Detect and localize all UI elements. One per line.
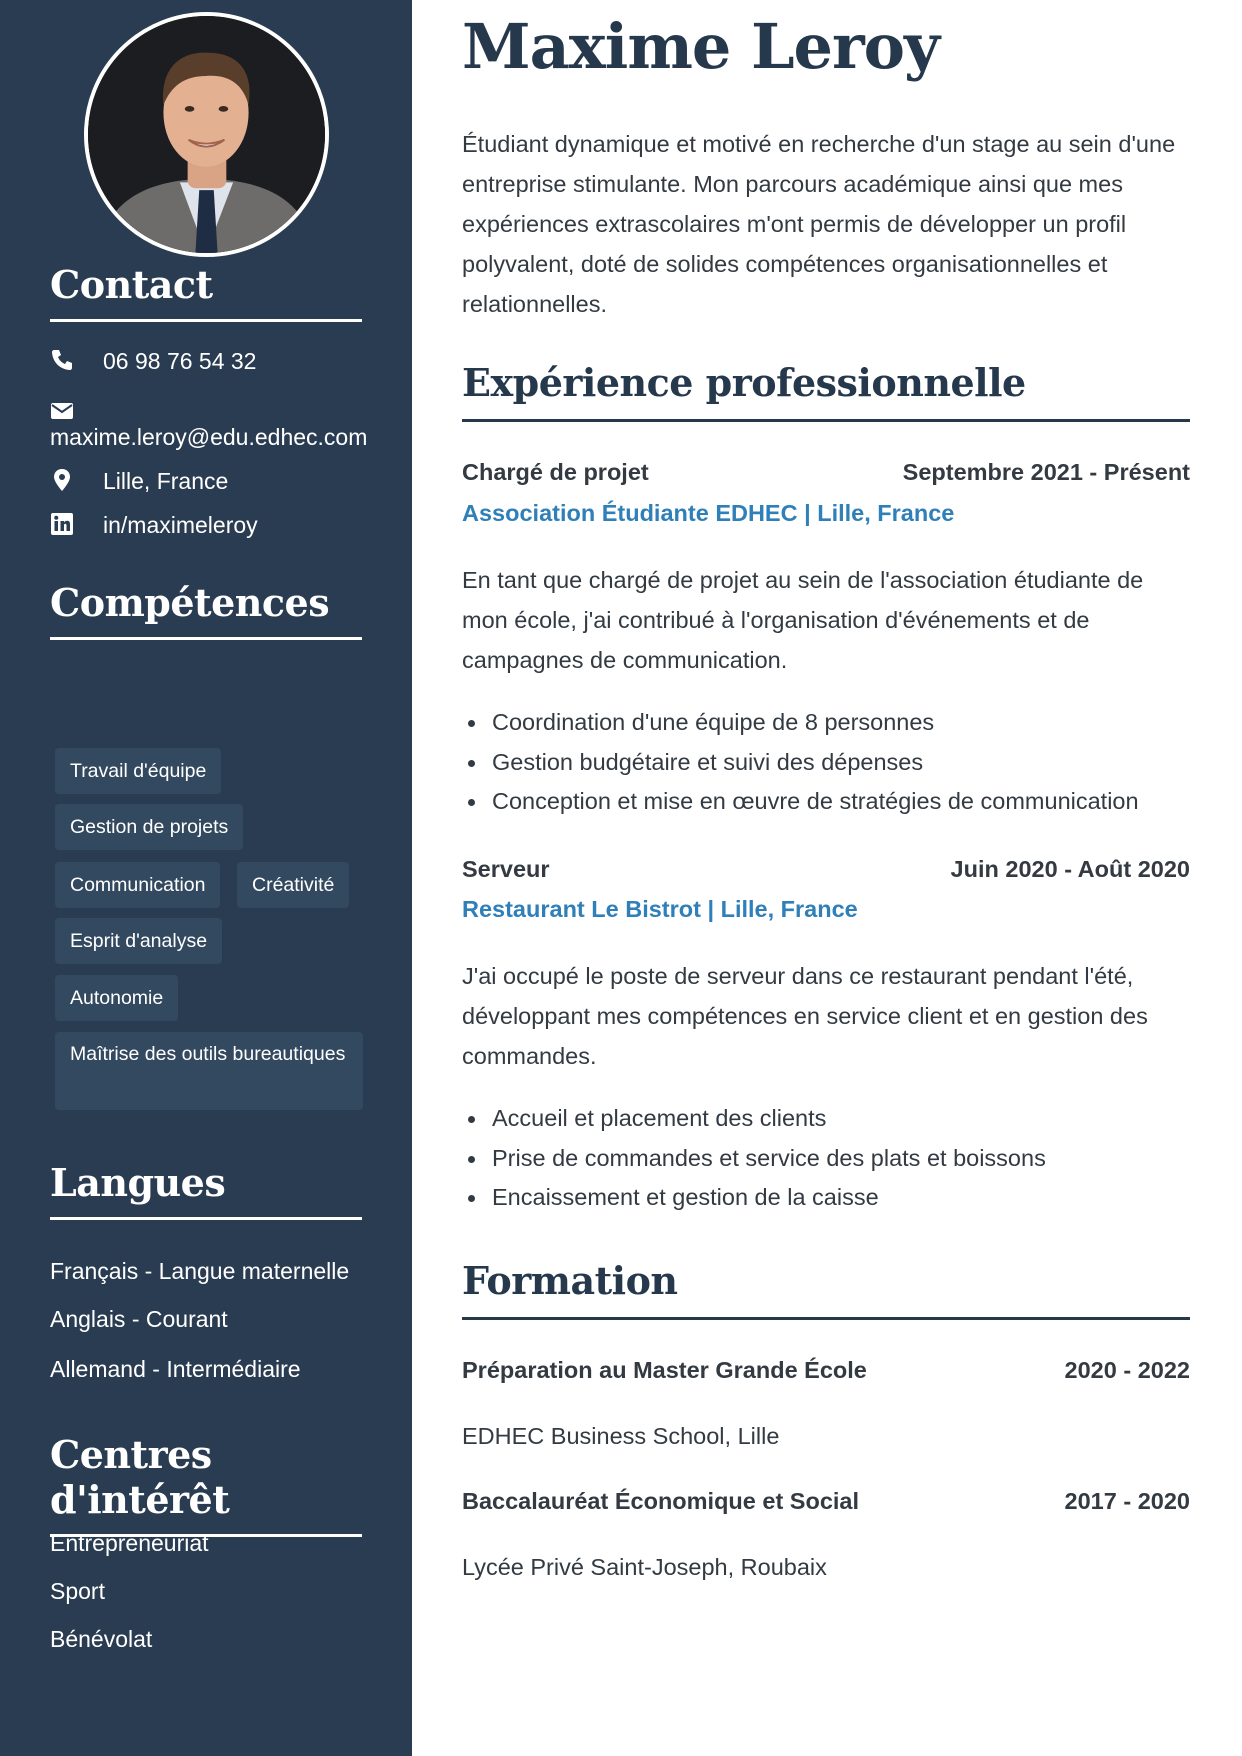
list-item: Encaissement et gestion de la caisse — [462, 1178, 1190, 1218]
skill-tag: Créativité — [237, 862, 349, 908]
job-title: Serveur — [462, 856, 550, 882]
list-item: Prise de commandes et service des plats et boissons — [462, 1139, 1190, 1179]
location-text: Lille, France — [103, 468, 229, 494]
job-title: Chargé de projet — [462, 459, 649, 485]
skill-tag: Maîtrise des outils bureautiques — [55, 1032, 363, 1110]
linkedin-handle: in/maximeleroy — [103, 512, 258, 538]
language-item: Allemand - Intermédiaire — [50, 1356, 301, 1382]
job-description: En tant que chargé de projet au sein de l'association étudiante de mon école, j'ai contribué à l'organisation d'événements et de campagnes de communication. — [462, 567, 1144, 673]
job-header — [462, 856, 1190, 886]
interest-item: Bénévolat — [50, 1626, 153, 1652]
education-heading: Formation — [462, 1258, 1190, 1320]
list-item: Gestion budgétaire et suivi des dépenses — [462, 743, 1190, 783]
main-content — [462, 0, 1190, 1756]
job-bullets — [462, 1099, 1190, 1218]
job-dates: Juin 2020 - Août 2020 — [950, 856, 1190, 882]
phone-number: 06 98 76 54 32 — [103, 348, 257, 374]
job-company: Association Étudiante EDHEC | Lille, France — [462, 500, 955, 526]
job-bullets — [462, 703, 1190, 822]
job-header — [462, 459, 1190, 489]
interest-item: Entrepreneuriat — [50, 1530, 209, 1556]
degree-title: Préparation au Master Grande École — [462, 1357, 867, 1383]
degree-title: Baccalauréat Économique et Social — [462, 1488, 860, 1514]
skill-tag: Esprit d'analyse — [55, 918, 222, 964]
experience-heading: Expérience professionnelle — [462, 360, 1190, 422]
education-header — [462, 1488, 1190, 1518]
skill-tag: Autonomie — [55, 975, 178, 1021]
interests-heading: Centres d'intérêt — [50, 1432, 362, 1537]
profile-photo — [84, 12, 329, 257]
degree-dates: 2020 - 2022 — [1064, 1357, 1190, 1383]
languages-heading: Langues — [50, 1160, 362, 1220]
school-name: Lycée Privé Saint-Joseph, Roubaix — [462, 1554, 827, 1580]
language-item: Anglais - Courant — [50, 1306, 228, 1332]
job-description: J'ai occupé le poste de serveur dans ce restaurant pendant l'été, développant mes compétences en service client et en gestion des commandes. — [462, 963, 1148, 1069]
map-marker-icon — [50, 468, 74, 492]
profile-summary: Étudiant dynamique et motivé en recherche d'un stage au sein d'une entreprise stimulante. Mon parcours académique ainsi que mes expériences extrascolaires m'ont permis de développer un profil polyvalent, doté de solides compétences organisationnelles et relationnelles. — [462, 131, 1176, 317]
skill-tag: Communication — [55, 862, 220, 908]
job-dates: Septembre 2021 - Présent — [902, 459, 1190, 485]
list-item: Accueil et placement des clients — [462, 1099, 1190, 1139]
contact-heading: Contact — [50, 262, 362, 322]
skill-tag: Gestion de projets — [55, 804, 243, 850]
skill-tag: Travail d'équipe — [55, 748, 221, 794]
candidate-name: Maxime Leroy — [462, 10, 940, 83]
list-item: Coordination d'une équipe de 8 personnes — [462, 703, 1190, 743]
linkedin-icon — [50, 512, 74, 536]
job-company: Restaurant Le Bistrot | Lille, France — [462, 896, 858, 922]
list-item: Conception et mise en œuvre de stratégies de communication — [462, 782, 1190, 822]
sidebar — [0, 0, 412, 1756]
email-address[interactable]: maxime.leroy@edu.edhec.com — [50, 424, 368, 450]
skills-heading: Compétences — [50, 580, 362, 640]
degree-dates: 2017 - 2020 — [1064, 1488, 1190, 1514]
school-name: EDHEC Business School, Lille — [462, 1423, 780, 1449]
interest-item: Sport — [50, 1578, 105, 1604]
envelope-icon — [50, 399, 74, 423]
profile-photo-image — [88, 16, 325, 253]
education-header — [462, 1357, 1190, 1387]
phone-icon — [50, 348, 74, 372]
language-item: Français - Langue maternelle — [50, 1258, 350, 1284]
